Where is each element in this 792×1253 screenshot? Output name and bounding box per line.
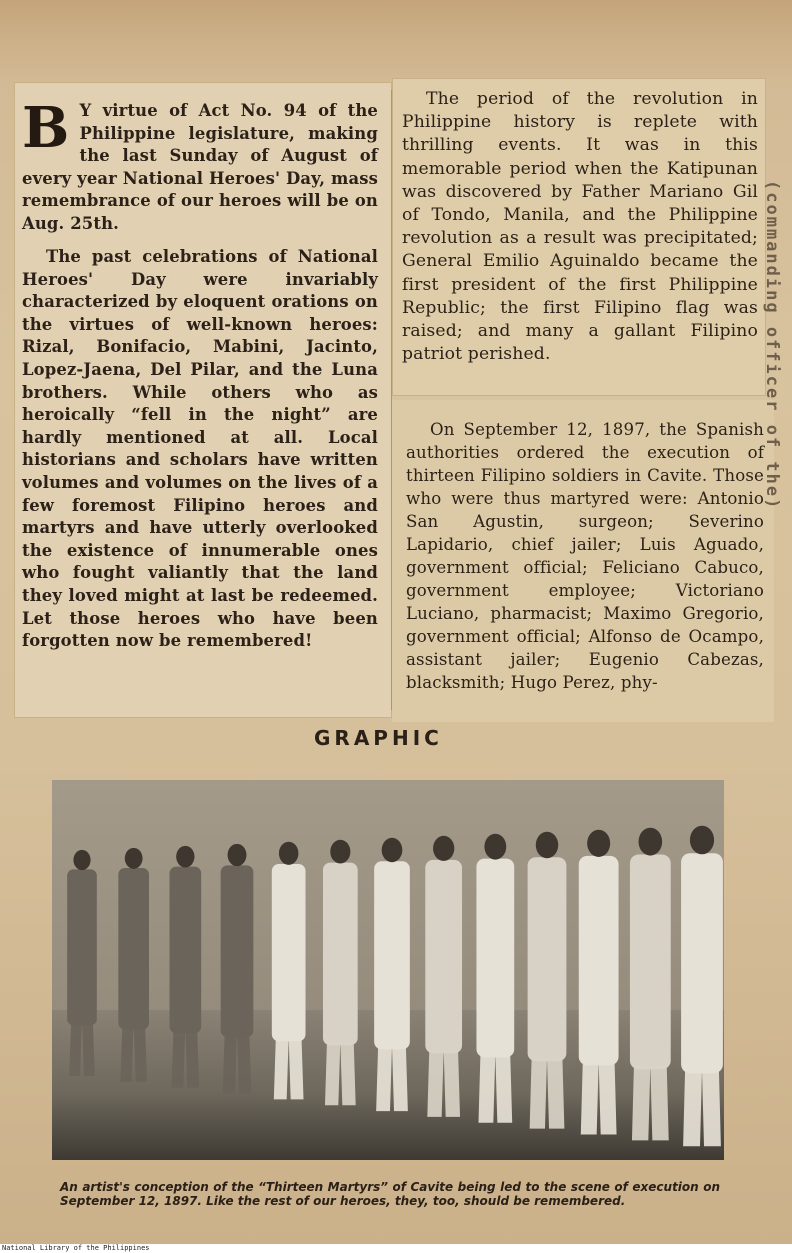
paper-stain [0, 0, 792, 80]
article-paragraph-2 [22, 246, 378, 653]
martyrs-photo-drawing [52, 780, 724, 1160]
article-paragraph-3 [402, 88, 758, 366]
paragraph-1-text: Y virtue of Act No. 94 of the Philippine legislature, making the last Sunday of August of every year National Heroes' Day, mass remembrance of our heroes will be on Aug. 25th. [22, 101, 378, 233]
martyrs-photo [52, 780, 724, 1160]
paragraph-4-text: On September 12, 1897, the Spanish authorities ordered the execution of thirteen Filipino soldiers in Cavite. Those who were thus martyred were: Antonio San Agustin, surgeon; Severino Lapidario, chief jailer; Luis Aguado, government official; Feliciano Cabuco, government employee; Victoriano Luciano, pharmacist; Maximo Gregorio, government official; Alfonso de Ocampo, assistant jailer; Eugenio Cabezas, blacksmith; Hugo Perez, phy- [406, 420, 764, 692]
footer-bar [0, 1244, 792, 1253]
column-divider [391, 90, 392, 710]
article-paragraph-4 [406, 418, 764, 694]
footer-credit: National Library of the Philippines [2, 1244, 150, 1252]
article-paragraph-1 [22, 95, 378, 236]
graphic-heading: GRAPHIC [314, 726, 443, 750]
photo-caption: An artist's conception of the “Thirteen Martyrs” of Cavite being led to the scene of execution on September 12, 1897. Like the rest of our heroes, they, too, should be remembered. [60, 1180, 720, 1208]
margin-note-text: (commanding officer of the) [762, 180, 782, 511]
drop-cap: B [22, 95, 70, 161]
paragraph-3-text: The period of the revolution in Philippine history is replete with thrilling events. It was in this memorable period when the Katipunan was discovered by Father Mariano Gil of Tondo, Manila, and the Philippine revolution as a result was precipitated; General Emilio Aguinaldo became the first president of the first Philippine Republic; the first Filipino flag was raised; and many a gallant Filipino patriot perished. [402, 89, 758, 365]
margin-handwriting [760, 180, 790, 1200]
paragraph-2-text: The past celebrations of National Heroes' Day were invariably characterized by eloquent orations on the virtues of well-known heroes: Rizal, Bonifacio, Mabini, Jacinto, Lopez-Jaena, Del Pilar, and the Luna brothers. While others who as heroically “fell in the night” are hardly mentioned at all. Local historians and scholars have written volumes and volumes on the lives of a few foremost Filipino heroes and martyrs and have utterly overlooked the existence of innumerable ones who fought valiantly that the land they loved might at last be redeemed. Let those heroes who have been forgotten now be remembered! [22, 247, 378, 651]
